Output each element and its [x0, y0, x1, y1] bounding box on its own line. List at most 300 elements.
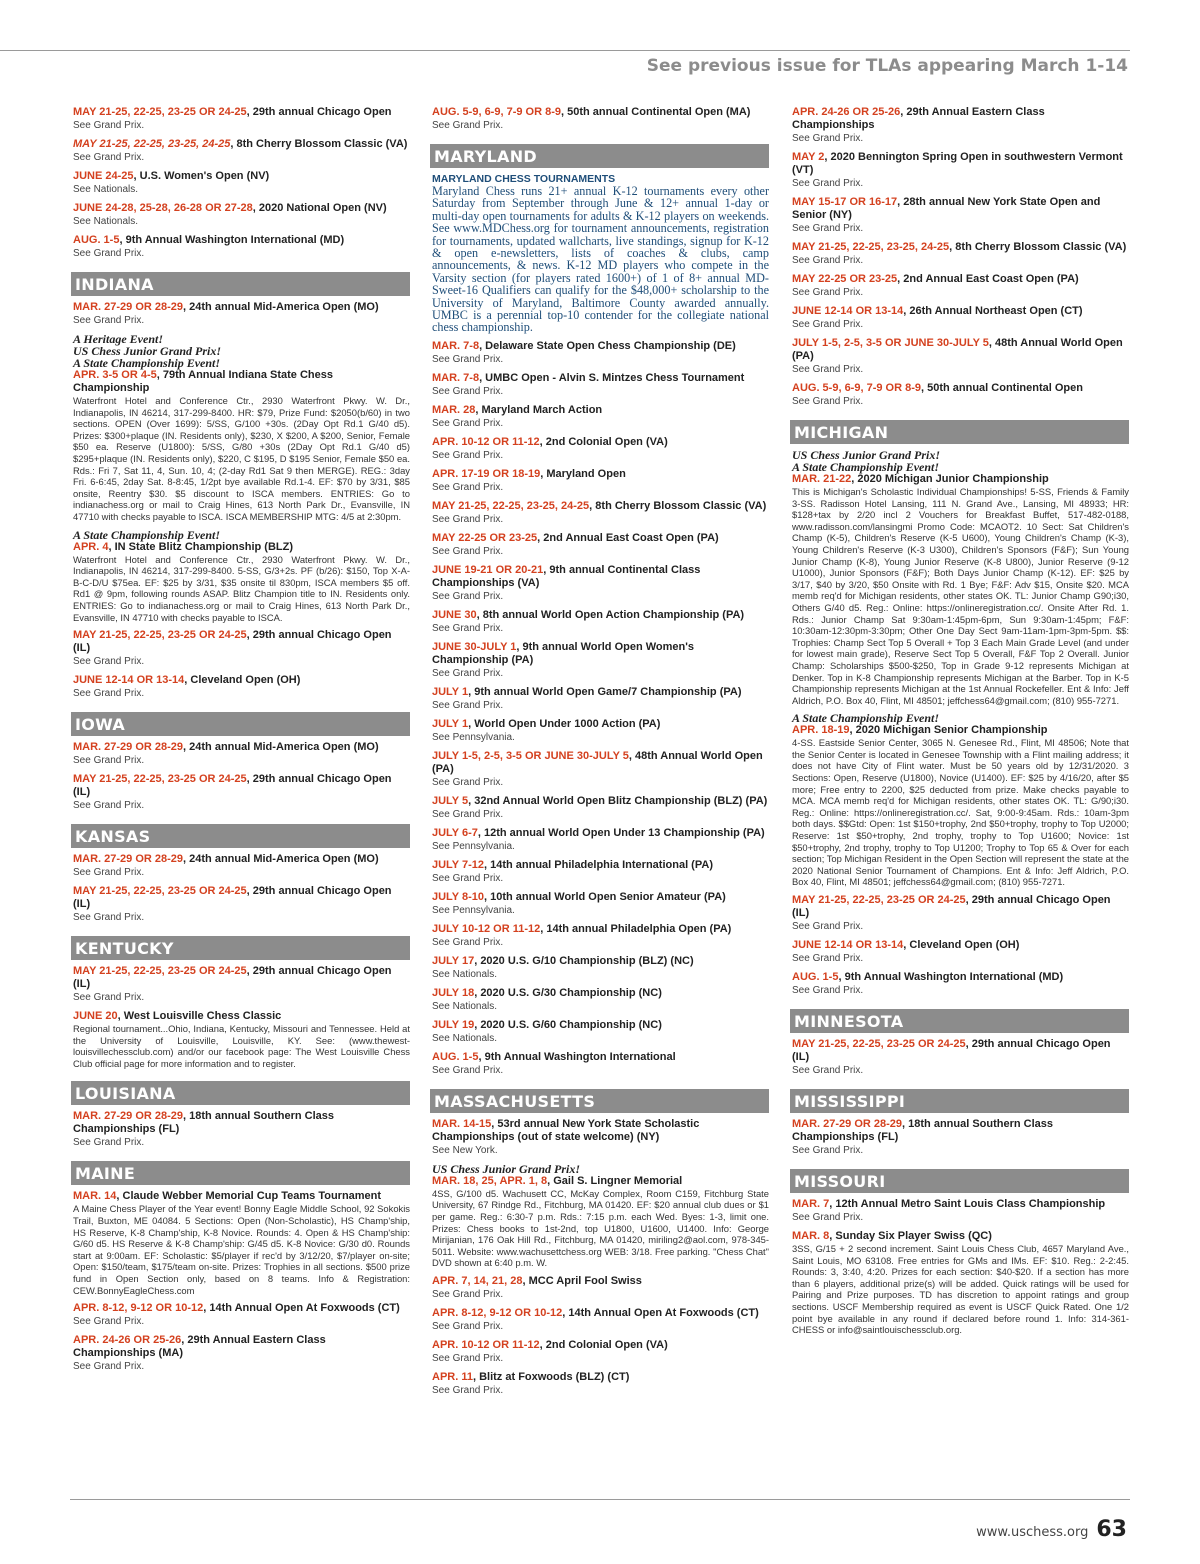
event-date: MAY 21-25, 22-25, 23-25, 24-25 — [792, 241, 950, 253]
event-title — [432, 500, 769, 513]
event-reference: See Nationals. — [73, 184, 139, 195]
event-listing — [792, 151, 1129, 190]
event-name: , MCC April Fool Swiss — [522, 1275, 642, 1288]
event-listing — [792, 305, 1129, 331]
event-name: , 2nd Annual East Coast Open (PA) — [537, 531, 719, 544]
event-listing — [73, 138, 410, 164]
event-listing — [432, 859, 769, 885]
event-title — [432, 1175, 769, 1188]
event-name: , World Open Under 1000 Action (PA) — [468, 717, 661, 730]
event-date: JUNE 12-14 OR 13-14 — [792, 939, 904, 951]
event-reference: See Grand Prix. — [792, 178, 864, 189]
event-listing — [432, 641, 769, 680]
event-listing — [73, 1110, 410, 1149]
event-name: , 2020 Michigan Senior Championship — [849, 724, 1048, 737]
event-date: MAY 21-25, 22-25, 23-25 OR 24-25 — [792, 894, 966, 906]
event-date: MAR. 8 — [792, 1230, 830, 1242]
top-rule — [0, 50, 1130, 51]
event-reference: See Grand Prix. — [432, 481, 504, 493]
state-heading: LOUISIANA — [71, 1081, 410, 1105]
event-title — [792, 106, 1129, 132]
event-listing — [432, 1339, 769, 1365]
event-reference: See Grand Prix. — [792, 1065, 864, 1076]
event-listing — [73, 1010, 410, 1069]
event-date: APR. 10-12 OR 11-12 — [432, 435, 540, 448]
event-tagline — [792, 449, 1129, 473]
event-listing — [73, 234, 410, 260]
event-name: , 26th Annual Northeast Open (CT) — [903, 305, 1083, 317]
event-reference: See Grand Prix. — [73, 912, 145, 924]
event-listing — [432, 987, 769, 1013]
event-name: , 29th annual Chicago Open (IL) — [73, 629, 392, 655]
event-listing — [432, 718, 769, 744]
event-reference: See Pennsylvania. — [432, 840, 515, 852]
tagline-line: A State Championship Event! — [792, 711, 940, 726]
event-name: , 9th annual World Open Game/7 Championship (PA) — [468, 685, 742, 698]
event-name: , 2020 U.S. G/60 Championship (NC) — [474, 1018, 662, 1031]
event-name: , 12th annual World Open Under 13 Championship (PA) — [477, 826, 765, 839]
event-reference: See Grand Prix. — [73, 248, 145, 259]
event-date: JULY 18 — [432, 986, 475, 999]
event-listing — [792, 273, 1129, 299]
event-date: APR. 18-19 — [792, 724, 850, 737]
event-listing — [792, 106, 1129, 145]
event-reference: See Grand Prix. — [432, 1321, 504, 1333]
event-title — [432, 1371, 769, 1384]
event-listing — [792, 382, 1129, 408]
state-heading: MINNESOTA — [790, 1009, 1129, 1033]
event-date: JULY 17 — [432, 954, 475, 967]
event-name: , 48th Annual World Open (PA) — [432, 749, 763, 775]
event-title — [73, 234, 410, 247]
event-name: , West Louisville Chess Classic — [117, 1010, 282, 1023]
event-reference: See Grand Prix. — [792, 223, 864, 234]
event-name: , Maryland Open — [540, 467, 626, 480]
event-date: MAY 15-17 OR 16-17 — [792, 196, 898, 208]
event-title — [432, 564, 769, 590]
event-date: APR. 3-5 OR 4-5 — [73, 369, 157, 381]
event-reference: See Grand Prix. — [432, 622, 504, 634]
event-name: , Cleveland Open (OH) — [184, 674, 301, 687]
event-date: MAR. 27-29 OR 28-29 — [792, 1118, 903, 1130]
event-listing — [432, 1371, 769, 1397]
event-date: JULY 19 — [432, 1018, 475, 1031]
event-date: JUNE 24-25 — [73, 170, 134, 182]
event-listing — [432, 891, 769, 917]
event-date: MAR. 27-29 OR 28-29 — [73, 853, 184, 866]
event-details: Waterfront Hotel and Conference Ctr., 2930 Waterfront Pkwy. W. Dr., Indianapolis, IN 46214, 317-299-8400. HR: $79, Prize Fund: $2050(b/60) in two sections. OPEN (Over 1699): 5/SS, G/100 +30s. (2Day Opt Rd.1 G/40 d5). Prizes: $300+plaque (IN. Residents only), $230, X $200, A $200, Senior, Female $50 ea. Reserve (U1800): 5/SS, G/80 +30s (2Day Opt Rd.1 G/40 d5) $295+plaque (IN. Residents only), $220, C $195, D $195 Senior, Female $50 ea. Rds.: Fri 7, Sat 11, 4, Sun. 10, 4; (2-day Rd1 Sat 9 then MERGE). REG.: 3day Fri. 6-6:45, 2day Sat. 8-8:45, 1/2pt bye available Rd.1-4. EF: $70 by 3/31, $85 onsite, Reentry $30. $5 discount to ISCA members. ENTRIES: Go to indianachess.org or mail to Craig Hines, 613 North Park Dr., Evansville, IN 47710 with checks payable to ISCA. ISCA MEMBERSHIP MTG: 4/5 at 2:30pm. — [73, 395, 410, 522]
event-title — [73, 301, 410, 314]
event-title — [432, 106, 769, 119]
event-title — [73, 1334, 410, 1360]
event-date: AUG. 1-5 — [73, 234, 120, 246]
page-number: 63 — [1096, 1517, 1127, 1542]
event-date: JULY 7-12 — [432, 858, 484, 871]
event-name: , 48th Annual World Open (PA) — [792, 337, 1123, 362]
event-listing — [432, 1307, 769, 1333]
event-listing — [432, 750, 769, 789]
tagline-line: US Chess Junior Grand Prix! — [792, 448, 941, 462]
event-name: , Claude Webber Memorial Cup Teams Tournament — [116, 1190, 382, 1203]
event-name: , 8th Cherry Blossom Classic (VA) — [589, 499, 767, 512]
event-listing — [792, 337, 1129, 376]
event-date: AUG. 1-5 — [792, 971, 839, 983]
event-listing — [73, 741, 410, 767]
event-name: , Cleveland Open (OH) — [903, 939, 1020, 951]
event-listing — [432, 436, 769, 462]
event-date: APR. 11 — [432, 1371, 473, 1384]
column-right — [792, 106, 1129, 1342]
event-name: , Maryland March Action — [475, 403, 603, 416]
event-name: , Sunday Six Player Swiss (QC) — [829, 1230, 992, 1242]
event-reference: See Nationals. — [432, 1032, 498, 1044]
event-title — [792, 151, 1129, 177]
event-title — [432, 750, 769, 776]
tagline-line: A Heritage Event! — [73, 332, 163, 346]
event-name: , 28th annual New York State Open and Senior (NY) — [792, 196, 1101, 221]
event-date: AUG. 5-9, 6-9, 7-9 OR 8-9 — [792, 382, 921, 394]
event-date: JUNE 30 — [432, 608, 477, 621]
event-name: , IN State Blitz Championship (BLZ) — [108, 540, 294, 553]
event-date: APR. 4 — [73, 540, 109, 553]
event-name: , 2nd Colonial Open (VA) — [539, 435, 668, 448]
event-reference: See Grand Prix. — [73, 867, 145, 879]
event-title — [792, 196, 1129, 222]
event-listing — [73, 674, 410, 700]
event-reference: See Grand Prix. — [73, 800, 145, 812]
event-title — [432, 641, 769, 667]
event-reference: See Grand Prix. — [792, 364, 864, 375]
event-reference: See Nationals. — [432, 968, 498, 980]
event-name: , 32nd Annual World Open Blitz Championship (BLZ) (PA) — [468, 794, 768, 807]
event-tagline — [73, 529, 410, 541]
event-details: Waterfront Hotel and Conference Ctr., 2930 Waterfront Pkwy. W. Dr., Indianapolis, IN 46214, 317-299-8400. 5-SS, G/3+2s. PF (b/26): $150, Top X-A-B-C-D/U $75ea. EF: $25 by 3/31, $35 onsite til 830pm, ISCA members $5 off. Rd1 @ 9pm, following rounds ASAP. Blitz Champion title to IN. Residents only. ENTRIES: Go to indianachess.org or mail to Craig Hines, 613 North Park Dr., Evansville, IN 47710 with checks payable to ISCA. — [73, 553, 410, 623]
event-date: MAR. 27-29 OR 28-29 — [73, 1110, 184, 1123]
event-name: , Delaware State Open Chess Championship (DE) — [479, 339, 736, 352]
tagline-line: US Chess Junior Grand Prix! — [73, 344, 222, 358]
event-title — [432, 987, 769, 1000]
event-reference: See Grand Prix. — [792, 953, 864, 964]
event-listing — [73, 301, 410, 327]
event-title — [792, 1118, 1129, 1144]
event-reference: See Grand Prix. — [432, 776, 504, 788]
promo-text: Maryland Chess runs 21+ annual K-12 tournaments every other Saturday from September through June & 12+ annual 1-day or multi-day open tournaments for adults & K-12 players on weekends. See www.MDChess.org for tournament announcements, registration for tournaments, updated wallcharts, live standings, signup for K-12 & open e-newsletters, lists of coaches & clubs, camp announcements, & news. K-12 MD players who compete in the Varsity section (for players rated 1600+) of 1 of 8+ annual MD-Sweet-16 Qualifiers can qualify for the $48,000+ scholarship to the University of Maryland, Baltimore County awarded annually. UMBC is a perennial top-10 contender for the collegiate national chess championship. — [432, 184, 769, 335]
event-reference: See Grand Prix. — [73, 688, 145, 700]
event-reference: See Grand Prix. — [432, 449, 504, 461]
event-listing — [73, 170, 410, 196]
event-reference: See Grand Prix. — [432, 513, 504, 525]
event-name: , Blitz at Foxwoods (BLZ) (CT) — [472, 1371, 630, 1384]
event-reference: See Grand Prix. — [432, 808, 504, 820]
event-name: , 29th annual Chicago Open (IL) — [792, 894, 1111, 919]
event-reference: See Grand Prix. — [792, 396, 864, 407]
event-date: MAR. 14-15 — [432, 1117, 492, 1130]
event-listing — [432, 1175, 769, 1269]
event-name: , 9th annual Continental Class Championships (VA) — [432, 563, 701, 589]
event-reference: See Nationals. — [432, 1000, 498, 1012]
event-title — [73, 885, 410, 911]
event-reference: See Grand Prix. — [432, 417, 504, 429]
event-title — [432, 1118, 769, 1144]
event-name: , 50th annual Continental Open — [921, 382, 1083, 394]
state-heading: MAINE — [71, 1161, 410, 1185]
event-title — [73, 853, 410, 866]
event-listing — [73, 106, 410, 132]
event-name: , 8th Cherry Blossom Classic (VA) — [230, 138, 408, 150]
event-title — [432, 1307, 769, 1320]
event-listing — [432, 923, 769, 949]
event-listing — [73, 629, 410, 668]
event-title — [73, 965, 410, 991]
state-heading: MISSOURI — [790, 1169, 1129, 1193]
event-listing — [73, 885, 410, 924]
footer-url: www.uschess.org — [976, 1525, 1089, 1540]
event-reference: See Grand Prix. — [432, 699, 504, 711]
event-date: MAY 21-25, 22-25, 23-25 OR 24-25 — [792, 1038, 966, 1050]
event-reference: See Grand Prix. — [432, 385, 504, 397]
event-date: JUNE 24-28, 25-28, 26-28 OR 27-28 — [73, 202, 253, 214]
event-reference: See Grand Prix. — [73, 1361, 145, 1373]
event-reference: See Grand Prix. — [432, 1353, 504, 1365]
event-reference: See Grand Prix. — [432, 936, 504, 948]
event-title — [792, 971, 1129, 984]
event-reference: See Pennsylvania. — [432, 731, 515, 743]
event-name: , 29th annual Chicago Open (IL) — [73, 885, 392, 911]
event-title — [432, 1275, 769, 1288]
event-reference: See Pennsylvania. — [432, 904, 515, 916]
event-date: APR. 17-19 OR 18-19 — [432, 467, 541, 480]
event-name: , 24th annual Mid-America Open (MO) — [183, 301, 379, 313]
event-name: , U.S. Women's Open (NV) — [133, 170, 270, 182]
event-title — [792, 273, 1129, 286]
event-name: , 2020 Bennington Spring Open in southwestern Vermont (VT) — [792, 151, 1123, 176]
event-tagline — [792, 712, 1129, 724]
event-listing — [792, 1038, 1129, 1077]
event-date: JULY 1 — [432, 717, 469, 730]
event-name: , 50th annual Continental Open (MA) — [561, 106, 751, 118]
event-reference: See Grand Prix. — [432, 1289, 504, 1301]
event-name: , 29th annual Chicago Open — [246, 106, 392, 118]
event-title — [432, 795, 769, 808]
event-title — [432, 859, 769, 872]
event-reference: See Grand Prix. — [73, 992, 145, 1004]
event-listing — [432, 609, 769, 635]
event-reference: See Grand Prix. — [432, 545, 504, 557]
event-title — [432, 827, 769, 840]
event-date: MAY 22-25 OR 23-25 — [432, 531, 538, 544]
event-title — [432, 372, 769, 385]
tagline-line: A State Championship Event! — [73, 527, 221, 542]
state-heading: IOWA — [71, 712, 410, 736]
event-date: APR. 8-12, 9-12 OR 10-12 — [73, 1302, 204, 1315]
event-date: MAR. 28 — [432, 403, 476, 416]
event-name: , 2020 U.S. G/30 Championship (NC) — [474, 986, 662, 999]
event-reference: See Grand Prix. — [792, 1145, 864, 1156]
event-name: , 24th annual Mid-America Open (MO) — [183, 853, 379, 866]
event-title — [73, 773, 410, 799]
event-title — [792, 939, 1129, 952]
event-title — [792, 473, 1129, 486]
event-listing — [432, 1275, 769, 1301]
event-date: MAY 2 — [792, 151, 825, 163]
event-reference: See Grand Prix. — [432, 1385, 504, 1397]
event-reference: See Grand Prix. — [432, 590, 504, 602]
event-listing — [73, 1190, 410, 1296]
event-title — [432, 1339, 769, 1352]
event-listing — [432, 955, 769, 981]
event-reference: See Grand Prix. — [792, 133, 864, 144]
event-title — [792, 1038, 1129, 1064]
event-listing — [73, 202, 410, 228]
event-date: MAY 22-25 OR 23-25 — [792, 273, 898, 285]
state-heading: MARYLAND — [430, 144, 769, 168]
event-title — [432, 891, 769, 904]
page-header: See previous issue for TLAs appearing March 1-14 — [646, 56, 1128, 76]
event-reference: See Grand Prix. — [432, 667, 504, 679]
event-title — [432, 1051, 769, 1064]
event-listing — [432, 500, 769, 526]
event-listing — [432, 1118, 769, 1157]
event-name: , 53rd annual New York State Scholastic Championships (out of state welcome) (NY) — [432, 1117, 700, 1143]
event-reference: See Grand Prix. — [73, 152, 145, 163]
event-listing — [432, 795, 769, 821]
event-date: MAR. 27-29 OR 28-29 — [73, 741, 184, 754]
event-date: MAR. 14 — [73, 1190, 117, 1203]
column-middle — [432, 106, 769, 1403]
event-title — [792, 241, 1129, 254]
event-name: , 29th annual Chicago Open (IL) — [73, 773, 392, 799]
event-title — [792, 305, 1129, 318]
event-title — [792, 337, 1129, 363]
event-title — [432, 404, 769, 417]
event-title — [432, 923, 769, 936]
event-name: , 29th Annual Eastern Class Championships (MA) — [73, 1334, 326, 1360]
event-date: JUNE 30-JULY 1 — [432, 640, 517, 653]
event-title — [432, 1019, 769, 1032]
event-date: JUNE 19-21 OR 20-21 — [432, 563, 544, 576]
event-title — [73, 170, 410, 183]
state-heading: MASSACHUSETTS — [430, 1089, 769, 1113]
event-reference: See Grand Prix. — [73, 656, 145, 668]
event-date: MAR. 7-8 — [432, 339, 480, 352]
event-name: , 2nd Annual East Coast Open (PA) — [897, 273, 1079, 285]
event-title — [432, 340, 769, 353]
event-date: MAY 21-25, 22-25, 23-25 OR 24-25 — [73, 629, 247, 642]
event-listing — [792, 196, 1129, 235]
event-date: MAR. 7 — [792, 1198, 830, 1210]
event-date: MAY 21-25, 22-25, 23-25 OR 24-25 — [73, 885, 247, 898]
event-name: , 79th Annual Indiana State Chess Championship — [73, 369, 333, 394]
event-listing — [792, 241, 1129, 267]
event-name: , 29th annual Chicago Open (IL) — [792, 1038, 1111, 1063]
tagline-line: A State Championship Event! — [73, 356, 221, 370]
column-left — [73, 106, 410, 1379]
event-listing — [432, 686, 769, 712]
event-reference: See Grand Prix. — [73, 1137, 145, 1149]
event-listing — [432, 1051, 769, 1077]
event-date: APR. 24-26 OR 25-26 — [792, 106, 901, 118]
event-reference: See Grand Prix. — [792, 319, 864, 330]
event-title — [73, 202, 410, 215]
event-details: 3SS, G/15 + 2 second increment. Saint Louis Chess Club, 4657 Maryland Ave., Saint Louis, MO 63108. Free entries for GMs and IMs. EF: $10. Reg.: 2-2:45. Rounds: 3, 3:40, 4:20. Prizes for each section: $40-$20. If a section has more than 6 players, additional prize(s) will be added. Quick ratings will be used for Pairing and Prize purposes. TD has discretion to appoint ratings and group sections. USCF Membership required as event is USCF Quick Rated. One 1/2 point bye available in any round if declared before round 1. Info: 314-361-CHESS or info@saintlouischessclub.org. — [792, 1243, 1129, 1336]
event-title — [432, 718, 769, 731]
event-name: , 24th annual Mid-America Open (MO) — [183, 741, 379, 754]
state-heading: MISSISSIPPI — [790, 1089, 1129, 1113]
event-date: AUG. 1-5 — [432, 1050, 479, 1063]
event-title — [432, 955, 769, 968]
event-date: MAR. 21-22 — [792, 473, 852, 485]
event-listing — [792, 1230, 1129, 1336]
page-footer — [976, 1517, 1127, 1542]
event-title — [432, 436, 769, 449]
event-name: , 18th annual Southern Class Championships (FL) — [792, 1118, 1054, 1143]
event-date: JUNE 12-14 OR 13-14 — [792, 305, 904, 317]
event-date: APR. 10-12 OR 11-12 — [432, 1339, 540, 1352]
event-date: JULY 1-5, 2-5, 3-5 OR JUNE 30-JULY 5 — [792, 337, 989, 349]
event-name: , 8th annual World Open Action Championship (PA) — [476, 608, 745, 621]
event-date: AUG. 5-9, 6-9, 7-9 OR 8-9 — [432, 106, 561, 118]
event-date: JUNE 12-14 OR 13-14 — [73, 674, 185, 687]
event-title — [73, 741, 410, 754]
event-date: JUNE 20 — [73, 1010, 118, 1023]
tagline-line: US Chess Junior Grand Prix! — [432, 1161, 581, 1176]
event-listing — [73, 369, 410, 523]
event-listing — [73, 773, 410, 812]
event-reference: See Grand Prix. — [792, 985, 864, 996]
event-listing — [432, 372, 769, 398]
event-name: , 9th Annual Washington International (MD) — [119, 234, 345, 246]
event-title — [432, 609, 769, 622]
event-listing — [792, 939, 1129, 965]
event-name: , 14th annual Philadelphia International (PA) — [483, 858, 713, 871]
event-listing — [792, 724, 1129, 888]
event-date: MAR. 18, 25, APR. 1, 8 — [432, 1174, 548, 1187]
event-title — [73, 1190, 410, 1203]
event-date: MAY 21-25, 22-25, 23-25, 24-25 — [73, 138, 231, 150]
event-date: MAR. 27-29 OR 28-29 — [73, 301, 184, 313]
event-listing — [73, 853, 410, 879]
event-title — [73, 1302, 410, 1315]
event-reference: See Grand Prix. — [432, 120, 504, 131]
event-title — [73, 674, 410, 687]
event-listing — [792, 473, 1129, 706]
event-listing — [432, 1019, 769, 1045]
event-name: , 2020 Michigan Junior Championship — [851, 473, 1049, 485]
event-date: JULY 1-5, 2-5, 3-5 OR JUNE 30-JULY 5 — [432, 749, 629, 762]
event-title — [73, 369, 410, 395]
event-name: , 12th Annual Metro Saint Louis Class Championship — [829, 1198, 1106, 1210]
event-details: 4SS, G/100 d5. Wachusett CC, McKay Complex, Room C159, Fitchburg State University, 67 Rindge Rd., Fitchburg, MA 01420. EF: $20 annual club dues or $1 per game. Reg.: 6:30-7 p.m. Rds.: 7:15 p.m. each Wed. Byes: 1-3, limit one. Prizes: Chess books to 1st-2nd, top U1800, U1600, U1400. Info: George Mirijanian, 176 Oak Hill Rd., Fitchburg, MA 01420, miriling2@aol.com, 978-345-5011. Website: www.wachusettchess.org WEB: 3/18. Free parking. "Chess Chat" DVD shown at 6:40 p.m. W. — [432, 1187, 769, 1269]
event-reference: See Grand Prix. — [73, 120, 145, 131]
event-details: 4-SS. Eastside Senior Center, 3065 N. Genesee Rd., Flint, MI 48506; Note that the Senior Center is located in Genesee Township with a Flint mailing address; it does not have City of Flint water. Must be 50 years old by 12/31/2020. 3 Sections: Open, Reserve (U1800), Novice (U1400). EF: $25 by 4/16/20, after $5 more; Free entry to 2200, $25 deducted from prize. Make checks payable to MCA. MCA memb req'd for Michigan residents, other states OK. TL: G/90;i30. Reg.: Online: https://onlineregistration.cc/. Sat, 9:00-9:45am. Rds.: 10am-3pm both days. $$Gtd: Open: 1st $150+trophy, 2nd $50+trophy, trophy to Top U2000; Reserve: 1st $50+trophy, 2nd trophy, trophy to Top U1600; Novice: 1st $50+trophy, 2nd trophy, trophy to Top U1200; Trophy to Top 65 & Over for each section; Top Michigan Resident in the Open Section will represent the state at the 2020 National Senior Tournament of Champions. Ent & Info: Jeff Aldrich, P.O. Box 40, Flint, MI 48501; jeffchess64@gmail.com; (810) 955-7271. — [792, 737, 1129, 888]
event-listing — [792, 1118, 1129, 1157]
event-title — [73, 541, 410, 554]
event-name: , 2020 U.S. G/10 Championship (BLZ) (NC) — [474, 954, 694, 967]
event-listing — [792, 971, 1129, 997]
event-listing — [432, 564, 769, 603]
event-details: A Maine Chess Player of the Year event! Bonny Eagle Middle School, 92 Sokokis Trail, Buxton, ME 04084. 5 Sections: Open (Non-Scholastic), HS Champ'ship, HS Reserve, K-8 Champ'ship, K-8 Novice. Rounds: 4. Open & HS Champ'ship: G/60 d5. HS Reserve & K-8 Champ'ship: G/45 d5. K-8 Novice: G/30 d0. Rounds start at 9:00am. EF: Scholastic: $5/player if rec'd by 3/12/20, $7/player on-site; Open: $150/team, $175/team on-site. Prizes: Trophies in all sections. $500 prize fund in Open Section only, based on 8 teams. Info & Registration: CEW.BonnyEagleChess.com — [73, 1203, 410, 1296]
event-reference: See Grand Prix. — [432, 353, 504, 365]
event-listing — [432, 468, 769, 494]
event-name: , 14th annual Philadelphia Open (PA) — [540, 922, 732, 935]
event-listing — [792, 894, 1129, 933]
event-title — [432, 686, 769, 699]
event-name: , 9th annual World Open Women's Championship (PA) — [432, 640, 695, 666]
event-details: Regional tournament...Ohio, Indiana, Kentucky, Missouri and Tennessee. Held at the University of Louisville, Louisville, KY. See: (www.thewest-louisvillechessclub.com) and/or our facebook page: The West Louisville Chess Club official page for more information and to register. — [73, 1023, 410, 1069]
state-heading: KENTUCKY — [71, 936, 410, 960]
event-date: JULY 10-12 OR 11-12 — [432, 922, 541, 935]
event-title — [73, 138, 410, 151]
